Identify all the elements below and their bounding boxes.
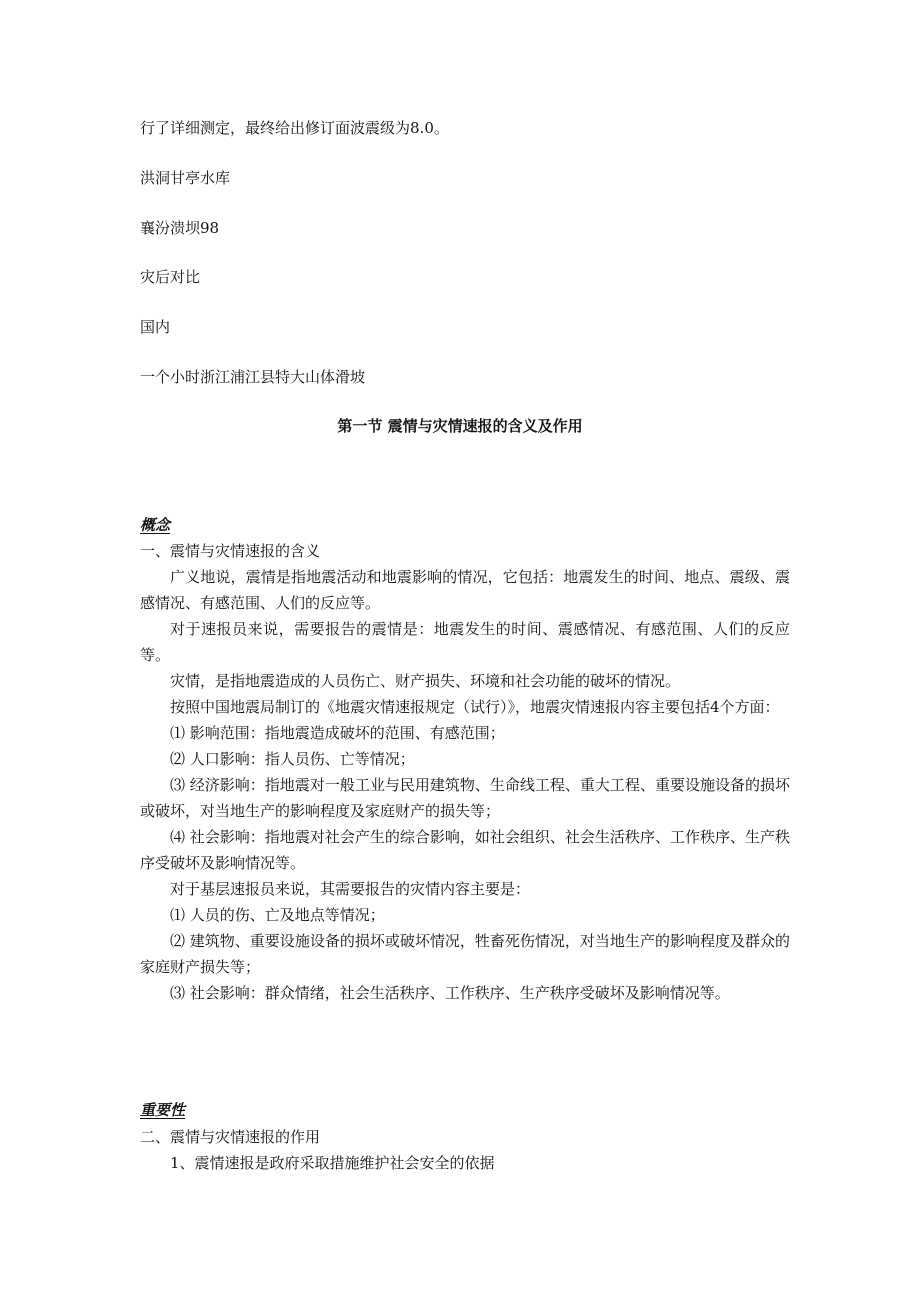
list-item: ⑵ 人口影响：指人员伤、亡等情况；: [170, 750, 415, 768]
paragraph: 按照中国地震局制订的《地震灾情速报规定（试行）》，地震灾情速报内容主要包括4个方面：: [170, 698, 780, 716]
text-line: 襄汾溃坝98: [140, 219, 220, 237]
paragraph: 对于速报员来说，需要报告的震情是：地震发生的时间、震感情况、有感范围、人们的反应等。: [140, 620, 790, 664]
text-line: 灾后对比: [140, 268, 201, 286]
concept-subtitle: 一、震情与灾情速报的含义: [140, 542, 321, 560]
text-line: 国内: [140, 318, 171, 336]
concept-body: [140, 538, 790, 1006]
importance-subtitle: 二、震情与灾情速报的作用: [140, 1128, 321, 1146]
text-line: 一个小时浙江浦江县特大山体滑坡: [140, 368, 366, 386]
text-line: 洪洞甘亭水库: [140, 169, 231, 187]
text-line: 行了详细测定，最终给出修订面波震级为8.0。: [140, 119, 449, 137]
paragraph: 对于基层速报员来说，其需要报告的灾情内容主要是：: [170, 880, 531, 898]
section-title: 第一节 震情与灾情速报的含义及作用: [337, 417, 583, 435]
importance-body: [140, 1124, 790, 1176]
importance-heading: 重要性: [140, 1101, 186, 1119]
list-item: ⑷ 社会影响：指地震对社会产生的综合影响，如社会组织、社会生活秩序、工作秩序、生产秩序受破坏及影响情况等。: [140, 828, 790, 872]
paragraph: 广义地说，震情是指地震活动和地震影响的情况，它包括：地震发生的时间、地点、震级、震感情况、有感范围、人们的反应等。: [140, 568, 790, 612]
paragraph: 1、震情速报是政府采取措施维护社会安全的依据: [170, 1154, 495, 1172]
paragraph: 灾情，是指地震造成的人员伤亡、财产损失、环境和社会功能的破坏的情况。: [170, 672, 681, 690]
list-item: ⑶ 社会影响：群众情绪，社会生活秩序、工作秩序、生产秩序受破坏及影响情况等。: [170, 984, 730, 1002]
concept-heading: 概念: [140, 516, 171, 534]
list-item: ⑵ 建筑物、重要设施设备的损坏或破坏情况，牲畜死伤情况，对当地生产的影响程度及群众的家庭财产损失等；: [140, 932, 790, 976]
list-item: ⑶ 经济影响：指地震对一般工业与民用建筑物、生命线工程、重大工程、重要设施设备的损坏或破坏，对当地生产的影响程度及家庭财产的损失等；: [140, 776, 790, 820]
list-item: ⑴ 人员的伤、亡及地点等情况；: [170, 906, 385, 924]
list-item: ⑴ 影响范围：指地震造成破坏的范围、有感范围；: [170, 724, 505, 742]
